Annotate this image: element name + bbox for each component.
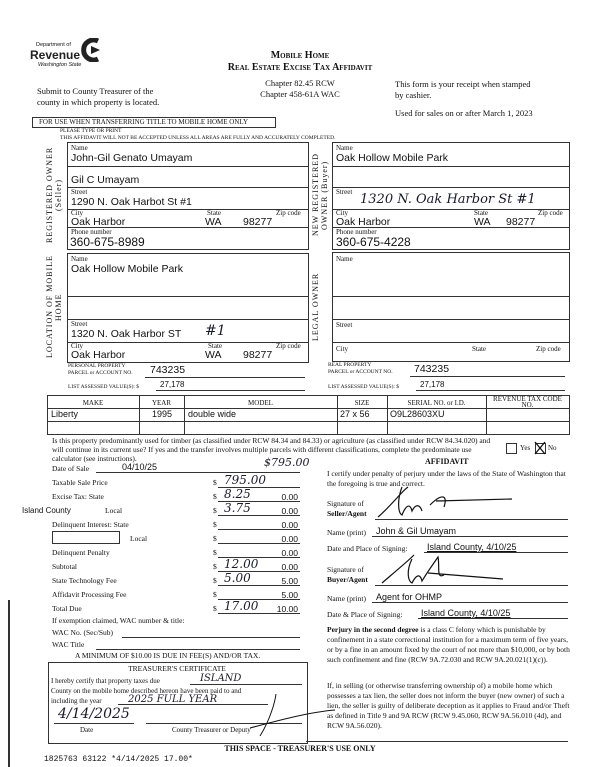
- chapter-wac: Chapter 458-61A WAC: [260, 89, 340, 99]
- field-label: City: [71, 342, 84, 350]
- field-label: LIST ASSESSED VALUE(S): $: [328, 384, 400, 390]
- fee-handwritten-amount: 17.00: [224, 599, 259, 613]
- scan-edge: [8, 600, 10, 767]
- delinquent-county-box[interactable]: [52, 531, 120, 544]
- fee-row-label: Delinquent Interest: State: [52, 520, 129, 529]
- seller-city[interactable]: Oak Harbor: [71, 216, 126, 228]
- location-state[interactable]: WA: [205, 349, 222, 361]
- location-zip[interactable]: 98277: [243, 349, 273, 361]
- fee-row-label: Affidavit Processing Fee: [52, 590, 127, 599]
- date-label: Date: [80, 726, 94, 734]
- treasurer-signature: [230, 692, 340, 738]
- treasurer-year[interactable]: 2025 FULL YEAR: [128, 694, 218, 705]
- seller-section-label: REGISTERED OWNER (Seller): [45, 146, 63, 244]
- location-street-unit[interactable]: #1: [205, 323, 226, 339]
- field-label: Seller/Agent: [327, 509, 367, 518]
- dollar-sign: $: [213, 478, 217, 487]
- chapter-rcw: Chapter 82.45 RCW: [265, 78, 335, 88]
- buyer-signature[interactable]: [378, 553, 518, 587]
- field-label: State: [207, 209, 221, 217]
- dollar-sign: $: [213, 520, 217, 529]
- field-label: Zip code: [276, 209, 301, 217]
- field-label: Phone number: [336, 228, 377, 236]
- field-label: Signature of: [327, 499, 364, 508]
- field-label: Date and Place of Signing:: [327, 544, 408, 553]
- fee-typed-amount: 10.00: [276, 604, 298, 614]
- field-label: Name (print): [327, 594, 366, 603]
- submit-instruction: county in which property is located.: [37, 97, 160, 107]
- treasurer-text: including the year: [51, 697, 102, 705]
- yes-label: Yes: [520, 444, 531, 452]
- buyer-phone[interactable]: 360-675-4228: [336, 235, 411, 249]
- table-cell-serial[interactable]: O9L28603XU: [390, 409, 445, 419]
- dollar-sign: $: [213, 492, 217, 501]
- deputy-label: County Treasurer or Deputy: [172, 726, 251, 734]
- wac-title-label: WAC Title: [52, 640, 85, 649]
- seller-signature[interactable]: [372, 485, 522, 521]
- no-checkbox[interactable]: [535, 443, 546, 454]
- field-label: Street: [71, 188, 88, 196]
- fee-handwritten-amount: 5.00: [224, 571, 251, 585]
- fee-row-label: Subtotal: [52, 562, 78, 571]
- field-label: Zip code: [536, 345, 561, 353]
- form-title-line2: Real Estate Excise Tax Affidavit: [227, 62, 373, 73]
- buyer-signing-date-place[interactable]: Island County, 4/10/25: [421, 608, 511, 618]
- location-city[interactable]: Oak Harbor: [71, 349, 126, 361]
- buyer-print-name[interactable]: Agent for OHMP: [376, 592, 443, 602]
- dollar-sign: $: [213, 604, 217, 613]
- dollar-sign: $: [213, 562, 217, 571]
- field-label: City: [336, 209, 349, 217]
- fee-handwritten-amount: 795.00: [224, 473, 266, 487]
- timber-question: Is this property predominantly used for timber (as classified under RCW 84.34 and 84.33) or agriculture (as classified under RCW 84.34.020) and will continue in its current use? If yes and the transfer involves multiple parcels with different classifications, complete the predominate use calculator (see instructions).: [52, 436, 491, 463]
- yes-checkbox[interactable]: [506, 443, 517, 454]
- field-label: Street: [336, 188, 353, 196]
- field-label: City: [71, 209, 84, 217]
- fee-typed-amount: 0.00: [281, 520, 298, 530]
- buyer-state[interactable]: WA: [474, 216, 491, 228]
- field-label: PARCEL or ACCOUNT NO.: [68, 370, 133, 376]
- fee-typed-amount: 0.00: [281, 548, 298, 558]
- fee-handwritten-amount: 3.75: [224, 501, 251, 515]
- treasurer-date[interactable]: 4/14/2025: [58, 706, 130, 722]
- seller-phone[interactable]: 360-675-8989: [70, 235, 145, 249]
- affidavit-certification: I certify under penalty of perjury under the laws of the State of Washington that the foregoing is true and correct.: [327, 469, 566, 488]
- buyer-street[interactable]: 1320 N. Oak Harbor St #1: [360, 192, 536, 207]
- seller-name-1[interactable]: John-Gil Genato Umayam: [71, 152, 193, 164]
- table-cell-year[interactable]: 1995: [152, 409, 173, 419]
- fee-row-label: Total Due: [52, 604, 82, 613]
- field-label: State: [472, 345, 486, 353]
- affidavit-title: AFFIDAVIT: [425, 457, 469, 466]
- table-header: YEAR: [151, 399, 172, 407]
- seller-state[interactable]: WA: [205, 216, 222, 228]
- treasurer-text: County on the mobile home described hereon have been paid to and: [51, 687, 242, 695]
- table-header: REVENUE TAX CODE NO.: [493, 395, 562, 409]
- fee-typed-amount: 0.00: [281, 534, 298, 544]
- field-label: City: [336, 345, 349, 353]
- fee-row-label: Delinquent Penalty: [52, 548, 110, 557]
- fee-typed-amount: 0.00: [281, 492, 298, 502]
- field-label: Name: [71, 144, 88, 152]
- perjury-bold: Perjury in the second degree: [327, 625, 419, 634]
- personal-parcel-number[interactable]: 743235: [150, 364, 186, 376]
- field-label: State: [208, 342, 222, 350]
- receipt-note: This form is your receipt when stamped: [395, 79, 531, 89]
- fee-typed-amount: 5.00: [281, 590, 298, 600]
- real-parcel-number[interactable]: 743235: [414, 363, 450, 375]
- buyer-section-label: NEW REGISTERED OWNER (Buyer): [311, 153, 329, 237]
- lien-warning: If, in selling (or otherwise transferring ownership of) a mobile home which possesses a tax lien, the seller does not inform the buyer (new owner) of such a lien, the seller is guilty of deliberate deception as it applies to Fraud and/or Theft as defined in Title 9 and 9A RCW (RCW 9.45.060, RCW 9A.56.010 (4d), and RCW 9A.56.020).: [327, 681, 570, 730]
- logo-text: Revenue: [30, 48, 81, 62]
- fee-row-label: Local: [130, 534, 148, 543]
- wac-number-label: WAC No. (Sec/Sub): [52, 628, 114, 637]
- field-label: State: [474, 209, 488, 217]
- handwritten-price-note: $795.00: [264, 456, 310, 469]
- dollar-sign: $: [213, 590, 217, 599]
- dollar-sign: $: [213, 576, 217, 585]
- dollar-sign: $: [213, 534, 217, 543]
- checkmark-x-icon: [534, 441, 546, 455]
- field-label: Zip code: [276, 342, 301, 350]
- dollar-sign: $: [213, 506, 217, 515]
- date-of-sale-label: Date of Sale: [52, 464, 90, 473]
- fee-row-label: Taxable Sale Price: [52, 478, 108, 487]
- field-label: REAL PROPERTY: [328, 362, 372, 368]
- table-cell-make[interactable]: Liberty: [51, 409, 79, 419]
- real-assessed-value[interactable]: 27,178: [420, 380, 445, 389]
- type-or-print: PLEASE TYPE OR PRINT: [60, 128, 122, 134]
- field-label: Name (print): [327, 528, 366, 537]
- fee-row-label: State Technology Fee: [52, 576, 117, 585]
- field-label: Name: [336, 144, 353, 152]
- fee-row-label: Excise Tax: State: [52, 492, 104, 501]
- transfer-notice: FOR USE WHEN TRANSFERRING TITLE TO MOBILE HOME ONLY: [32, 117, 276, 128]
- field-label: Street: [71, 320, 88, 328]
- legal-owner-section-label: LEGAL OWNER: [311, 272, 320, 342]
- cashier-stamp: 1825763 63122 *4/14/2025 17.00*: [44, 755, 193, 764]
- treasurer-use-only: THIS SPACE - TREASURER'S USE ONLY: [224, 744, 376, 753]
- treasurer-certificate-title: TREASURER'S CERTIFICATE: [128, 664, 226, 673]
- personal-assessed-value[interactable]: 27,178: [160, 380, 185, 389]
- location-name[interactable]: Oak Hollow Mobile Park: [71, 263, 184, 275]
- exemption-label: If exemption claimed, WAC number & title:: [52, 616, 185, 625]
- buyer-name-1[interactable]: Oak Hollow Mobile Park: [336, 152, 449, 164]
- perjury-warning: [327, 625, 572, 665]
- fee-handwritten-amount: 8.25: [224, 487, 251, 501]
- seller-zip[interactable]: 98277: [243, 216, 273, 228]
- logo-text: Washington State: [38, 62, 82, 68]
- fee-typed-amount: 0.00: [281, 562, 298, 572]
- not-accepted-warning: THIS AFFIDAVIT WILL NOT BE ACCEPTED UNLESS ALL AREAS ARE FULLY AND ACCURATELY COMPLETED.: [60, 135, 336, 141]
- seller-signing-date-place[interactable]: Island County, 4/10/25: [427, 542, 517, 552]
- fee-handwritten-amount: 12.00: [224, 557, 259, 571]
- form-title-line1: Mobile Home: [270, 50, 330, 61]
- treasurer-text: I hereby certify that property taxes due: [51, 677, 160, 685]
- county-name: Island County: [22, 506, 71, 515]
- table-cell-size[interactable]: 27 x 56: [340, 409, 370, 419]
- field-label: Name: [336, 255, 353, 263]
- field-label: LIST ASSESSED VALUE(S): $: [68, 384, 140, 390]
- fee-typed-amount: 0.00: [281, 506, 298, 516]
- perjury-text: is a class C felony which is punishable by confinement in a state correctional institution for a maximum term of five years, or by a fine in an amount fixed by the court of not more than $10,000, or by both such confinement and fine (RCW 9A.72.030 and RCW 9A.20.021(1)(c)).: [327, 625, 570, 664]
- table-header: MODEL: [248, 399, 273, 407]
- field-label: PERSONAL PROPERTY: [68, 363, 126, 369]
- fee-typed-amount: 5.00: [281, 576, 298, 586]
- minimum-due-note: A MINIMUM OF $10.00 IS DUE IN FEE(S) AND/OR TAX.: [75, 651, 261, 660]
- field-label: Buyer/Agent: [327, 575, 368, 584]
- wac-title-field[interactable]: [96, 640, 300, 650]
- treasurer-county[interactable]: ISLAND: [200, 673, 242, 684]
- buyer-city[interactable]: Oak Harbor: [336, 216, 391, 228]
- seller-print-name[interactable]: John & Gil Umayam: [376, 526, 457, 536]
- location-section-label: LOCATION OF MOBILE HOME: [45, 255, 63, 359]
- seller-street[interactable]: 1290 N. Oak Harbot St #1: [71, 196, 192, 208]
- effective-date-note: Used for sales on or after March 1, 2023: [395, 108, 533, 118]
- logo-text: Department of: [36, 42, 71, 48]
- table-header: SERIAL NO. or I.D.: [407, 399, 466, 407]
- table-header: SIZE: [354, 399, 370, 407]
- receipt-note: by cashier.: [395, 90, 432, 100]
- field-label: Zip code: [538, 209, 563, 217]
- table-cell-model[interactable]: double wide: [188, 409, 237, 419]
- submit-instruction: Submit to County Treasurer of the: [37, 86, 154, 96]
- buyer-zip[interactable]: 98277: [506, 216, 536, 228]
- field-label: Phone number: [71, 228, 112, 236]
- field-label: Street: [336, 321, 353, 329]
- no-label: No: [548, 444, 557, 452]
- seller-name-2[interactable]: Gil C Umayam: [71, 174, 140, 186]
- table-header: MAKE: [82, 399, 104, 407]
- legal-owner-box: [332, 252, 570, 362]
- field-label: PARCEL or ACCOUNT NO.: [328, 369, 393, 375]
- date-of-sale[interactable]: 04/10/25: [122, 462, 158, 472]
- wac-number-field[interactable]: [122, 628, 300, 638]
- field-label: Signature of: [327, 565, 364, 574]
- dollar-sign: $: [213, 548, 217, 557]
- field-label: Name: [71, 255, 88, 263]
- fee-row-label: Local: [105, 506, 123, 515]
- location-street[interactable]: 1320 N. Oak Harbor ST: [71, 328, 182, 340]
- field-label: Date & Place of Signing:: [327, 610, 403, 619]
